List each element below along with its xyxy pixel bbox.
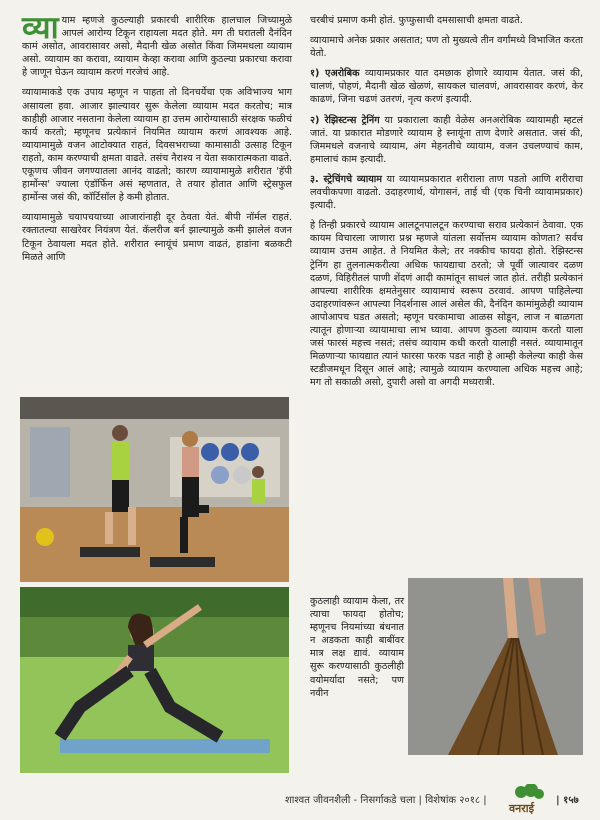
vanrai-logo <box>505 784 551 816</box>
paragraph-best-exercise: हे तिन्ही प्रकारचे व्यायाम आलटूनपालटून करण्याचा सराव प्रत्येकानं ठेवावा. एक कायम विचारला जाणारा प्रश्न म्हणजे यांतला सर्वोत्तम व्यायाम कोणता? सर्वच व्यायाम उत्तम आहेत. ते नियमित केले; तर नक्कीच फायदा होतो. रेझिस्टन्स ट्रेनिंग हा तुलनात्मकरीत्या अधिक फायद्याचा ठरतो; जे पूर्वी जात्यावर दळण दळणं, विहिरीतलं पाणी शेंदणं आदी कामांतून साधलं जात होतं. तरीही प्रत्येकानं आपल्या शारीरिक क्षमतेनुसार व्यायामाचं स्वरूप ठरवावं. आपण पाहिलेल्या उदाहरणांवरून आपल्या निदर्शनास आलं असेल की, दैनंदिन कामांमुळेही व्यायाम आपोआपच घडत असतो; म्हणून घरकामाचा आळस सोडून, लाज न बाळगता त्यातून होणाऱ्या व्यायामाचा लाभ घ्यावा. आपण कुठला व्यायाम करतो याला जसं फारसं महत्त्व नसतं; तसंच व्यायाम कधी करतो यालाही नसतं. व्यायामातून मिळणाऱ्या फायद्यात त्यानं फारसा फरक पडत नाही हे आम्ही केलेल्या काही केस स्टडीजमधून दिसून आलं आहे; त्यामुळे व्यायाम करण्याला अधिक महत्त्व आहे; मग तो सकाळी असो, दुपारी असो वा अगदी मध्यरात्री. <box>310 220 583 389</box>
type-stretching-body: या व्यायामप्रकारात शरीराला ताण पडतो आणि शरीराचा लवचीकपणा वाढतो. उदाहरणार्थ, योगासनं, ताई ची (एक चिनी व्यायामप्रकार) इत्यादी. <box>310 173 583 212</box>
drop-cap: व्या <box>22 10 59 46</box>
intro-paragraph <box>22 10 292 79</box>
paragraph-any-exercise: कुठलाही व्यायाम केला, तर त्याचा फायदा होतोच; म्हणूनच नियमांच्या बंधनात न अडकता काही बाबींवर मात्र लक्ष द्यावं. व्यायाम सुरू करण्यासाठी कुठलीही वयोमर्यादा नसते; पण नवीन <box>310 596 404 699</box>
type-aerobic-body: व्यायामप्रकार यात दमछाक होणारे व्यायाम येतात. जसं की, चालणं, पोहणं, मैदानी खेळ खेळणं, सायकल चालवणं, आवरासावर करणं, केर काढणं, जिना चढणं उतरणं, नृत्य करणं इत्यादी. <box>310 68 583 106</box>
gym-class-photo <box>20 397 289 582</box>
type-resistance-body: या प्रकाराला काही वेळेस अनअरोबिक व्यायामही म्हटलं जातं. या प्रकारात मोडणारे व्यायाम हे स्नायूंना ताण देणारे असतात. जसं की, जिममधले वजनाचे व्यायाम, अंग मेहनतीचे व्यायाम, वजन उचलण्याचं काम, हमालाचं काम इत्यादी. <box>310 114 584 165</box>
footer-title: शाश्वत जीवनशैली - निसर्गाकडे चला | विशेषांक २०१८ | <box>285 795 487 806</box>
right-column <box>310 14 583 396</box>
type-stretching-heading: ३. स्ट्रेचिंगचे व्यायाम <box>310 173 383 185</box>
paragraph-types: व्यायामाचे अनेक प्रकार असतात; पण तो मुख्यत्वे तीन वर्गांमध्ये विभाजित करता येतो. <box>310 35 583 60</box>
paragraph-metabolic: व्यायामामुळे चयापचयाच्या आजारांनाही दूर ठेवता येतं. बीपी नॉर्मल राहतं. रक्तातल्या साखरेवर नियंत्रण येतं. कॅलरीज बर्न झाल्यामुळे कमी झालेलं वजन टिकून ठेवायला मदत होते. शरीरात स्नायूंचं प्रमाण वाढतं, हाडांना बळकटी मिळते आणि <box>22 212 292 263</box>
paragraph-fat: चरबीचं प्रमाण कमी होतं. फुप्फुसाची दमसासाची क्षमता वाढते. <box>310 15 523 26</box>
intro-text: याम म्हणजे कुठल्याही प्रकारची शारीरिक हालचाल जिच्यामुळे आपलं आरोग्य टिकून राहायला मदत होते. मग ती घरातली दैनंदिन कामं असोत, आवरासावर असो, मैदानी खेळ असोत किंवा जिममधला व्यायाम असो. व्यायाम का करावा, व्यायाम केव्हा करावा आणि कुठल्या प्रकारचा करावा हे जाणून घेऊन व्यायाम करणं गरजेचं आहे. <box>22 15 292 79</box>
logo-text: वनराई <box>509 802 534 815</box>
page-footer <box>0 784 600 820</box>
type-aerobic <box>310 67 583 106</box>
type-resistance <box>310 114 583 166</box>
type-resistance-heading: २) रेझिस्टन्स ट्रेनिंग <box>310 114 380 126</box>
type-stretching <box>310 173 583 212</box>
sweeping-broom-photo <box>408 578 583 755</box>
left-column <box>22 10 292 271</box>
type-aerobic-heading: १) एअरोबिक <box>310 68 360 80</box>
yoga-stretch-photo <box>20 587 289 773</box>
paragraph-daily-routine: व्यायामाकडे एक उपाय म्हणून न पाहता तो दिनचर्येचा एक अविभाज्य भाग असायला हवा. आजार झाल्यावर सुरू केलेला व्यायाम मदत करतोच; मात्र काहीही आजार नसताना केलेला व्यायाम हा उत्तम आरोग्यासाठी संरक्षक फळीचं कार्य करतो; म्हणूनच प्रत्येकानं नियमित व्यायाम करणं आवश्यक आहे. व्यायामामुळे वजन आटोक्यात राहतं, दिवसभराच्या कामासाठी उत्साह टिकून राहतो, काम करण्याची क्षमता वाढते. तसंच नैराश्य न येता सकारात्मकता वाढते. एकूणच जीवन जगण्यातला आनंद वाढतो; कारण व्यायामामुळे शरीरात 'हॅपी हार्मोन्स' ज्याला एंडॉर्फिन असं म्हणतात, ते तयार होतात आणि स्ट्रेसफुल हार्मोन्स जसं की, कॉर्टिसॉल हे कमी होतात. <box>22 87 292 204</box>
page-number: | १५७ <box>556 795 579 806</box>
